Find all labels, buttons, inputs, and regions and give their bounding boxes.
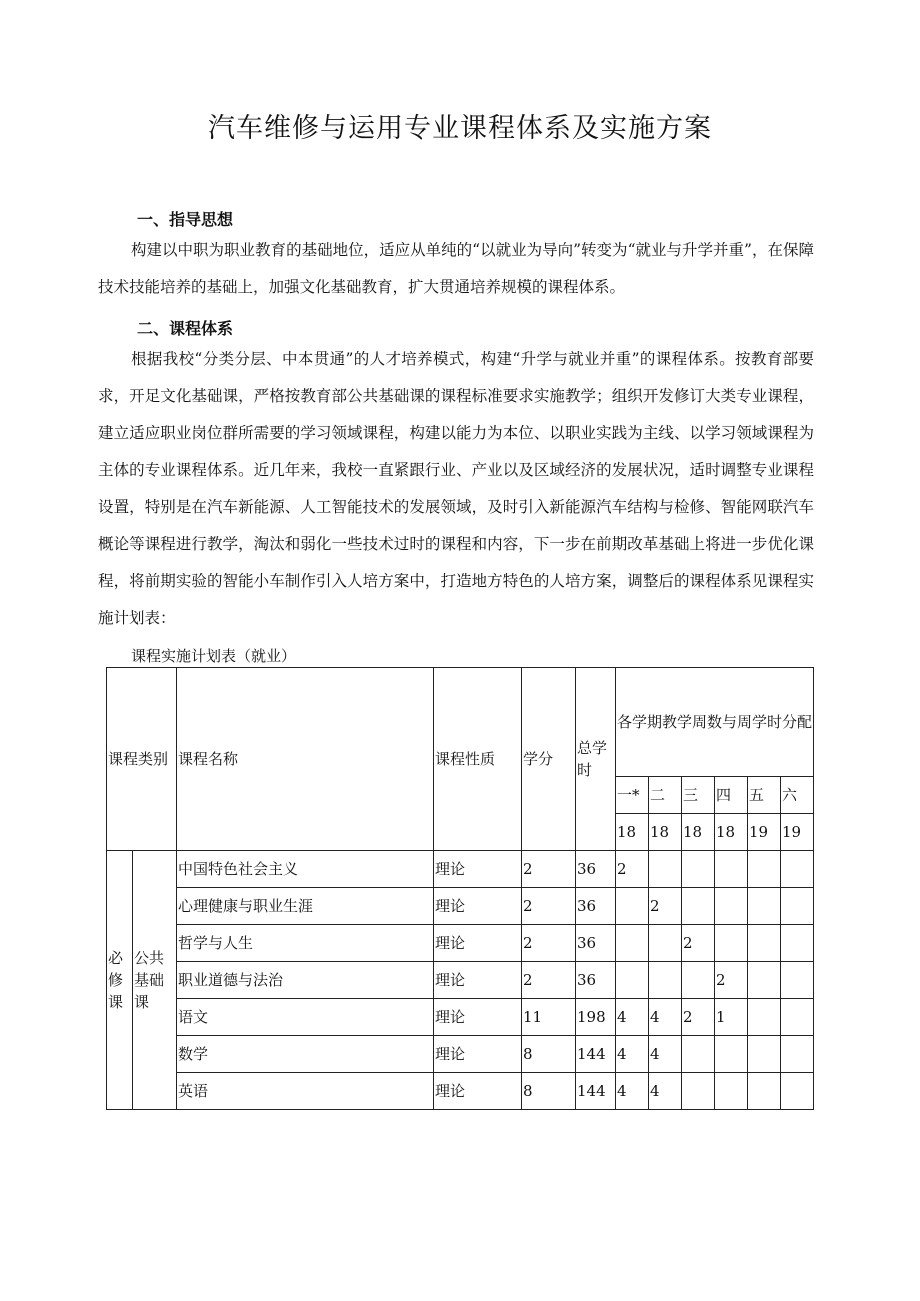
section-body-curriculum-system: 根据我校“分类分层、中本贯通”的人才培养模式，构建“升学与就业并重”的课程体系。按教育部要求，开足文化基础课，严格按教育部公共基础课的课程标准要求实施教学；组织开发修订大类专业课程，建立适应职业岗位群所需要的学习领域课程，构建以能力为本位、以职业实践为主线、以学习领域课程为主体的专业课程体系。近几年来，我校一直紧跟行业、产业以及区域经济的发展状况，适时调整专业课程设置，特别是在汽车新能源、人工智能技术的发展领域，及时引入新能源汽车结构与检修、智能网联汽车概论等课程进行教学，淘汰和弱化一些技术过时的课程和内容，下一步在前期改革基础上将进一步优化课程，将前期实验的智能小车制作引入人培方案中，打造地方特色的人培方案，调整后的课程体系见课程实施计划表： (98, 350, 814, 627)
course-nature: 理论 (434, 925, 522, 962)
course-nature: 理论 (434, 888, 522, 925)
course-hours: 144 (576, 1036, 616, 1073)
header-semester: 六 (781, 777, 814, 814)
header-weeks: 18 (649, 814, 682, 851)
semester-hours (682, 888, 715, 925)
header-weeks: 19 (781, 814, 814, 851)
semester-hours (616, 925, 649, 962)
course-credit: 11 (522, 999, 576, 1036)
semester-hours (715, 1073, 748, 1110)
course-credit: 2 (522, 925, 576, 962)
header-weeks: 19 (748, 814, 781, 851)
semester-hours: 4 (616, 1036, 649, 1073)
course-hours: 36 (576, 925, 616, 962)
semester-hours (748, 1036, 781, 1073)
table-row (107, 1073, 814, 1110)
course-hours: 144 (576, 1073, 616, 1110)
semester-hours (682, 962, 715, 999)
semester-hours: 4 (649, 1073, 682, 1110)
course-credit: 2 (522, 888, 576, 925)
semester-hours: 4 (616, 1073, 649, 1110)
semester-hours: 2 (649, 888, 682, 925)
semester-hours: 2 (616, 851, 649, 888)
header-semester-group: 各学期教学周数与周学时分配 (616, 668, 814, 777)
semester-hours (748, 962, 781, 999)
semester-hours (616, 888, 649, 925)
course-nature: 理论 (434, 851, 522, 888)
header-credit: 学分 (522, 668, 576, 851)
semester-hours (781, 888, 814, 925)
semester-hours (781, 925, 814, 962)
semester-hours (616, 962, 649, 999)
course-nature: 理论 (434, 1036, 522, 1073)
course-credit: 2 (522, 851, 576, 888)
semester-hours (682, 1073, 715, 1110)
course-nature: 理论 (434, 962, 522, 999)
page-title: 汽车维修与运用专业课程体系及实施方案 (208, 113, 712, 144)
course-hours: 198 (576, 999, 616, 1036)
semester-hours: 4 (649, 1036, 682, 1073)
semester-hours: 2 (715, 962, 748, 999)
semester-hours (682, 1036, 715, 1073)
table-row (107, 851, 814, 888)
course-credit: 2 (522, 962, 576, 999)
semester-hours (649, 962, 682, 999)
semester-hours: 1 (715, 999, 748, 1036)
course-name: 中国特色社会主义 (177, 851, 434, 888)
semester-hours (781, 1073, 814, 1110)
table-row (107, 999, 814, 1036)
course-name: 英语 (177, 1073, 434, 1110)
semester-hours (781, 999, 814, 1036)
course-name: 哲学与人生 (177, 925, 434, 962)
category-sub: 公共基础课 (133, 851, 177, 1110)
semester-hours: 2 (682, 999, 715, 1036)
course-name: 语文 (177, 999, 434, 1036)
semester-hours (715, 888, 748, 925)
semester-hours (781, 851, 814, 888)
category-main: 必修课 (107, 851, 133, 1110)
table-caption: 课程实施计划表（就业） (131, 647, 297, 665)
semester-hours (715, 851, 748, 888)
semester-hours: 2 (682, 925, 715, 962)
semester-hours: 4 (616, 999, 649, 1036)
course-name: 数学 (177, 1036, 434, 1073)
header-semester: 三 (682, 777, 715, 814)
header-total-hours: 总学时 (576, 668, 616, 851)
course-name: 职业道德与法治 (177, 962, 434, 999)
header-semester: 一* (616, 777, 649, 814)
header-weeks: 18 (682, 814, 715, 851)
section-heading-guiding-thought: 一、指导思想 (137, 210, 234, 229)
semester-hours (748, 925, 781, 962)
section-heading-curriculum-system: 二、课程体系 (137, 319, 234, 338)
header-weeks: 18 (715, 814, 748, 851)
course-credit: 8 (522, 1036, 576, 1073)
semester-hours (682, 851, 715, 888)
course-credit: 8 (522, 1073, 576, 1110)
header-semester: 二 (649, 777, 682, 814)
semester-hours: 4 (649, 999, 682, 1036)
semester-hours (748, 999, 781, 1036)
header-course-name: 课程名称 (177, 668, 434, 851)
course-hours: 36 (576, 851, 616, 888)
course-plan-table (106, 667, 814, 1110)
header-weeks: 18 (616, 814, 649, 851)
course-nature: 理论 (434, 1073, 522, 1110)
header-course-nature: 课程性质 (434, 668, 522, 851)
course-hours: 36 (576, 962, 616, 999)
header-semester: 五 (748, 777, 781, 814)
table-header-row (107, 668, 814, 777)
header-semester: 四 (715, 777, 748, 814)
course-hours: 36 (576, 888, 616, 925)
table-row (107, 925, 814, 962)
header-category: 课程类别 (107, 668, 177, 851)
semester-hours (748, 1073, 781, 1110)
semester-hours (748, 888, 781, 925)
table-row (107, 962, 814, 999)
section-body-guiding-thought: 构建以中职为职业教育的基础地位，适应从单纯的“以就业为导向”转变为“就业与升学并重”，在保障技术技能培养的基础上，加强文化基础教育，扩大贯通培养规模的课程体系。 (98, 241, 814, 296)
course-name: 心理健康与职业生涯 (177, 888, 434, 925)
semester-hours (781, 962, 814, 999)
table-row (107, 1036, 814, 1073)
semester-hours (715, 925, 748, 962)
semester-hours (715, 1036, 748, 1073)
semester-hours (748, 851, 781, 888)
semester-hours (781, 1036, 814, 1073)
course-nature: 理论 (434, 999, 522, 1036)
table-row (107, 888, 814, 925)
semester-hours (649, 851, 682, 888)
semester-hours (649, 925, 682, 962)
